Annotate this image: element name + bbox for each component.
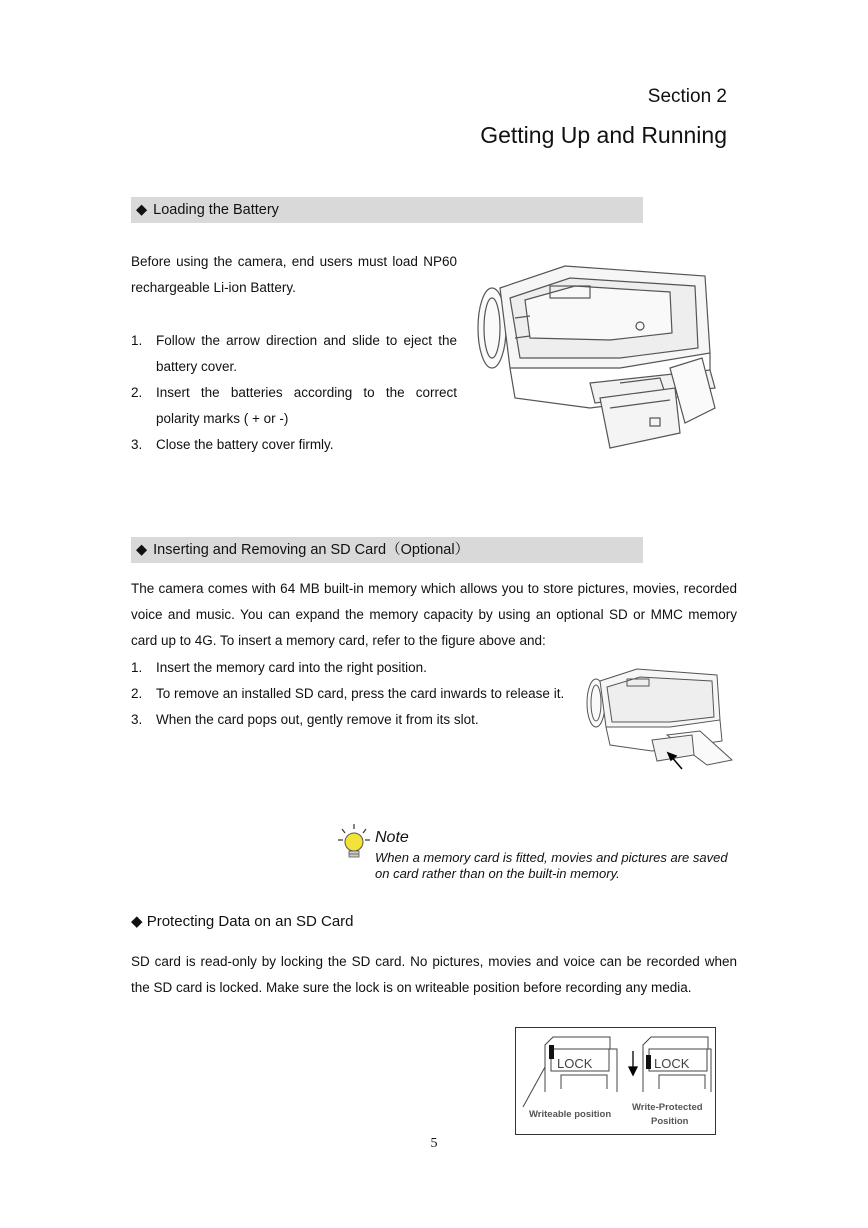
list-item: 3. When the card pops out, gently remove it from its slot.: [131, 712, 479, 727]
list-item: 1. Follow the arrow direction and slide to eject the battery cover.: [131, 333, 457, 374]
diamond-icon: ◆: [136, 542, 148, 558]
list-item: 2. To remove an installed SD card, press the card inwards to release it.: [131, 686, 565, 701]
camera-sdcard-illustration: [582, 665, 737, 773]
protected-caption-line2: Position: [651, 1116, 689, 1127]
battery-intro: Before using the camera, end users must load NP60 rechargeable Li-ion Battery.: [131, 254, 457, 295]
battery-steps: [131, 328, 457, 458]
lock-label-writeable: LOCK: [557, 1056, 593, 1071]
section-label: Section 2: [647, 86, 727, 107]
sdcard-heading-text: Inserting and Removing an SD Card（Optional）: [153, 542, 470, 558]
battery-heading-text: Loading the Battery: [153, 202, 279, 218]
protect-heading: ◆ Protecting Data on an SD Card: [131, 913, 354, 930]
list-item: 3. Close the battery cover firmly.: [131, 437, 334, 452]
camera-battery-illustration: [470, 258, 730, 458]
list-item: 2. Insert the batteries according to the correct polarity marks ( + or -): [131, 385, 457, 426]
sd-lock-diagram: [515, 1027, 716, 1135]
lock-label-protected: LOCK: [654, 1056, 690, 1071]
page-title: Getting Up and Running: [480, 122, 727, 148]
list-item: 1. Insert the memory card into the right position.: [131, 660, 427, 675]
diamond-icon: ◆: [136, 202, 148, 218]
protect-text: SD card is read-only by locking the SD card. No pictures, movies and voice can be recorded when the SD card is locked. Make sure the lock is on writeable position before recording any media.: [131, 954, 737, 995]
sdcard-section-heading: [131, 537, 643, 563]
sdcard-steps: [131, 655, 571, 733]
diamond-icon: ◆: [131, 913, 143, 930]
page-number: 5: [430, 1136, 438, 1151]
note-title: Note: [375, 829, 409, 846]
lightbulb-icon: [336, 822, 372, 862]
sdcard-intro: The camera comes with 64 MB built-in memory which allows you to store pictures, movies, recorded voice and music. You can expand the memory capacity by using an optional SD or MMC memory card up to 4G. To insert a memory card, refer to the figure above and:: [131, 581, 737, 648]
battery-section-heading: [131, 197, 643, 223]
protected-caption-line1: Write-Protected: [632, 1102, 703, 1113]
writeable-caption: Writeable position: [529, 1109, 612, 1120]
note-text: When a memory card is fitted, movies and pictures are saved on card rather than on the built-in memory.: [375, 850, 728, 881]
